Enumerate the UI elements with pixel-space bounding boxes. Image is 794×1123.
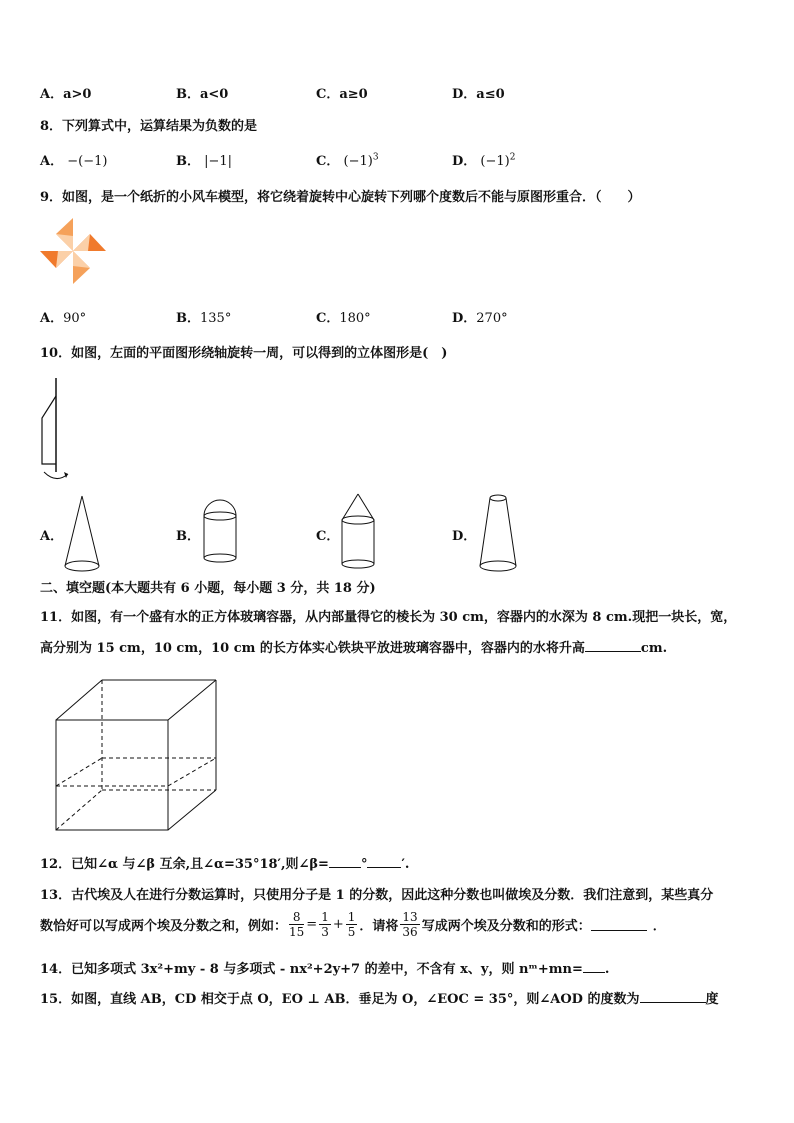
q14-answer-blank[interactable] <box>583 960 605 973</box>
fraction-numerator: 1 <box>347 910 356 924</box>
q11-line-2-text: 高分别为 15 cm，10 cm，10 cm 的长方体实心铁块平放进玻璃容器中，容器内的水将升高 <box>40 641 585 656</box>
fraction-denominator: 3 <box>321 925 329 939</box>
q8-sup-c: 3 <box>372 152 379 163</box>
q9-value-c: 180° <box>339 311 371 326</box>
q9-label-b: B． <box>176 311 200 326</box>
q11-unit: cm. <box>640 641 668 656</box>
q13-line-2-text: 数恰好可以写成两个埃及分数之和，例如： <box>40 919 288 934</box>
plus-sign: + <box>332 917 344 932</box>
q8-expr-a: −(−1) <box>67 154 108 169</box>
hemisphere-cylinder-figure <box>200 496 240 568</box>
water-line-left <box>56 758 102 786</box>
fraction-numerator: 1 <box>321 910 329 924</box>
cube-container-figure <box>52 676 222 834</box>
q14-end: . <box>604 962 610 977</box>
plane-shape <box>42 396 56 464</box>
q9-label-a: A． <box>40 311 64 326</box>
q10-option-c: C． <box>316 529 340 544</box>
q10-option-d: D． <box>452 529 477 544</box>
q15 <box>40 988 719 1007</box>
q7-option-a: A．a>0 <box>40 87 92 102</box>
cube-edge-tl <box>56 680 102 720</box>
q15-text: 15．如图，直线 AB，CD 相交于点 O，EO ⊥ AB．垂足为 O，∠EOC = 35°，则∠AOD 的度数为 <box>40 992 640 1007</box>
q10-option-b: B． <box>176 529 200 544</box>
fraction-numerator: 13 <box>402 910 418 924</box>
q13-prompt: 写成两个埃及分数和的形式： <box>421 919 591 934</box>
fraction-13-36 <box>400 910 419 939</box>
pinwheel-fold-3 <box>73 251 90 268</box>
cone-edge-right <box>82 496 99 566</box>
fraction-denominator: 36 <box>402 925 418 939</box>
plane-figure-with-axis <box>36 376 76 484</box>
q10-stem: 10．如图，左面的平面图形绕轴旋转一周，可以得到的立体图形是( ) <box>40 346 448 361</box>
q14-text: 14．已知多项式 3x²+my - 8 与多项式 - nx²+2y+7 的差中，不含有 x、y，则 nᵐ+mn= <box>40 962 583 977</box>
q13-instruction: ．请将 <box>359 919 399 934</box>
q12 <box>40 853 409 872</box>
q8-sup-d: 2 <box>509 152 516 163</box>
fraction-8-15 <box>289 910 304 939</box>
q9-option-d <box>452 307 508 326</box>
cube-front-face <box>56 720 168 830</box>
rotation-arrowhead <box>64 472 68 478</box>
q13-answer-blank[interactable] <box>591 918 647 931</box>
frustum-top <box>490 495 506 501</box>
q9-label-c: C． <box>316 311 340 326</box>
q11-line-1: 11．如图，有一个盛有水的正方体玻璃容器，从内部量得它的棱长为 30 cm，容器内的水深为 8 cm.现把一块长，宽， <box>40 610 737 625</box>
q8-option-c <box>316 150 379 169</box>
cube-edge-tr <box>168 680 216 720</box>
q8-expr-c: (−1) <box>343 154 373 169</box>
q7-option-d: D．a≤0 <box>452 87 505 102</box>
fraction-1-3 <box>319 910 331 939</box>
pinwheel-figure <box>38 216 108 286</box>
water-line-right <box>168 758 216 786</box>
frustum-figure <box>476 492 520 574</box>
cone-cylinder-figure <box>338 492 378 572</box>
q8-stem: 8．下列算式中，运算结果为负数的是 <box>40 119 258 134</box>
cylinder-base <box>342 560 374 568</box>
q10-option-a: A． <box>40 529 64 544</box>
q13-line-1: 13．古代埃及人在进行分数运算时，只使用分子是 1 的分数，因此这种分数也叫做埃及分数．我们注意到，某些真分 <box>40 888 714 903</box>
fraction-1-5 <box>346 910 358 939</box>
q9-label-d: D． <box>452 311 477 326</box>
q12-degree-symbol: ° <box>360 857 368 872</box>
q12-degree-blank[interactable] <box>329 855 361 868</box>
q9-option-b <box>176 307 231 326</box>
frustum-base <box>480 561 516 571</box>
q8-label-d: D． <box>452 154 477 169</box>
q8-option-a <box>40 150 107 169</box>
q8-label-c: C． <box>316 154 340 169</box>
cone-figure <box>62 494 102 576</box>
q8-expr-d: (−1) <box>480 154 510 169</box>
q9-value-d: 270° <box>476 311 508 326</box>
cylinder-base <box>204 554 236 562</box>
q11-line-2 <box>40 637 667 656</box>
q8-label-a: A． <box>40 154 64 169</box>
fraction-denominator: 15 <box>289 925 305 939</box>
cube-hidden-edge-diagonal <box>56 790 102 830</box>
section-2-title: 二、填空题(本大题共有 6 小题，每小题 3 分，共 18 分) <box>40 581 376 596</box>
cylinder-top <box>342 516 374 524</box>
pinwheel-fold-4 <box>56 251 73 268</box>
pinwheel-fold-2 <box>73 234 90 251</box>
q12-minute-symbol: ′. <box>401 857 410 872</box>
frustum-side-right <box>506 498 516 566</box>
cylinder-top <box>204 512 236 520</box>
q15-answer-blank[interactable] <box>640 990 706 1003</box>
pinwheel-fold-1 <box>56 234 73 251</box>
q8-option-b <box>176 150 232 169</box>
q9-stem: 9．如图，是一个纸折的小风车模型，将它绕着旋转中心旋转下列哪个度数后不能与原图形重合．（ ） <box>40 190 641 205</box>
cone-base <box>65 561 99 571</box>
q11-answer-blank[interactable] <box>585 639 641 652</box>
q13-line-2 <box>40 910 666 939</box>
fraction-denominator: 5 <box>347 925 356 939</box>
cube-edge-br <box>168 790 216 830</box>
q7-option-c: C．a≥0 <box>316 87 368 102</box>
q12-text: 12．已知∠α 与∠β 互余,且∠α=35°18′,则∠β= <box>40 857 329 872</box>
q13-end: ． <box>652 919 666 934</box>
equals-sign: = <box>306 917 318 932</box>
q15-unit: 度 <box>705 992 719 1007</box>
q8-expr-b: |−1| <box>204 154 233 169</box>
q8-option-d <box>452 150 515 169</box>
q8-label-b: B． <box>176 154 200 169</box>
fraction-numerator: 8 <box>289 910 304 925</box>
q14 <box>40 958 609 977</box>
cone-edge-left <box>65 496 82 566</box>
q9-value-a: 90° <box>63 311 87 326</box>
q9-value-b: 135° <box>200 311 232 326</box>
q12-minute-blank[interactable] <box>367 855 401 868</box>
q7-option-b: B．a<0 <box>176 87 229 102</box>
q9-option-c <box>316 307 371 326</box>
q9-option-a <box>40 307 86 326</box>
frustum-side-left <box>480 498 490 566</box>
